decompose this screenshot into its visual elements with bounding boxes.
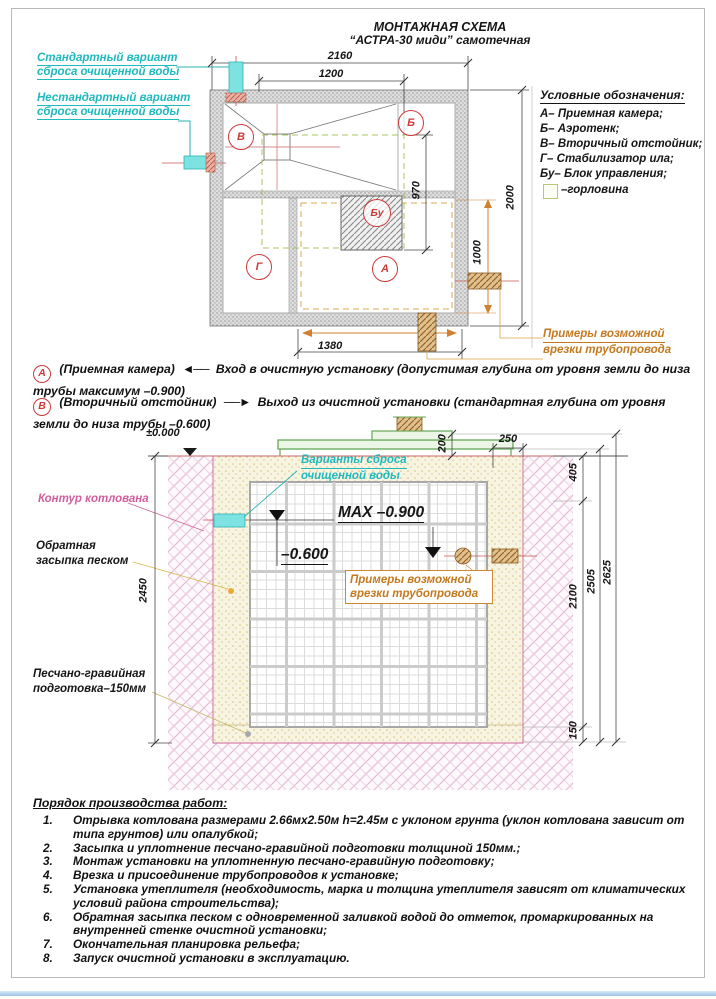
- inlet-pipe-section: [492, 549, 518, 563]
- outlet-pipe-section: [214, 514, 245, 527]
- dim-150: 150: [567, 721, 580, 740]
- zero-level-mark: [183, 448, 197, 456]
- soil-left: [168, 456, 213, 743]
- work-order-item: 5. Установка утеплителя (необходимость, марка и толщина утеплителя зависят от климатических условий района строительства);: [43, 881, 686, 910]
- chamber-marker-g: Г: [246, 254, 272, 280]
- note-marker-v: В: [33, 398, 51, 416]
- work-order-item: 2. Засыпка и уплотнение песчано-гравийной подготовки толщиной 150мм.;: [43, 840, 521, 855]
- chamber-marker-v: В: [228, 124, 254, 150]
- tapping-pipe-bottom: [418, 313, 436, 351]
- backfill-label: Обратная засыпка песком: [36, 540, 129, 567]
- plan-view: [162, 56, 543, 359]
- dim-405: 405: [567, 463, 580, 482]
- level-zero-label: ±0.000: [146, 427, 180, 439]
- dim-2450: 2450: [137, 578, 150, 603]
- standard-discharge-label-2: сброса очищенной воды: [37, 66, 179, 80]
- nonstandard-discharge-label: Нестандартный вариант: [37, 92, 190, 106]
- dim-970: 970: [410, 181, 423, 200]
- chamber-marker-b: Б: [398, 110, 424, 136]
- plan-tapping-label: Примеры возможной врезки трубопровода: [543, 328, 672, 356]
- work-order-item: 3. Монтаж установки на уплотненную песчано-гравийную подготовку;: [43, 854, 495, 869]
- dim-2625: 2625: [601, 560, 614, 585]
- legend-item-v: В– Вторичный отстойник;: [540, 138, 703, 150]
- dim-250: 250: [498, 433, 518, 445]
- work-order-item: 4. Врезка и присоединение трубопроводов к установке;: [43, 868, 399, 883]
- dim-2100: 2100: [567, 584, 580, 609]
- soil-right: [523, 456, 573, 743]
- note-marker-a: А: [33, 365, 51, 383]
- dim-1200: 1200: [318, 68, 344, 80]
- arrow-right-icon: ──►: [223, 395, 251, 409]
- work-order-item: 7. Окончательная планировка рельефа;: [43, 937, 301, 952]
- section-tapping-label: Примеры возможной врезки трубопровода: [345, 570, 493, 604]
- dim-2000: 2000: [504, 185, 517, 210]
- legend-item-b: Б– Аэротенк;: [540, 123, 620, 135]
- legend-item-a: А– Приемная камера;: [540, 108, 663, 120]
- drawing-subtitle: “АСТРА-30 миди” самотечная: [349, 33, 531, 47]
- internal-wall-vertical: [289, 198, 297, 313]
- note-inlet: А (Приемная камера) ◄── Вход в очистную установку (допустимая глубина от уровня земли до низа трубы максимум –0.900): [33, 362, 691, 398]
- note-outlet: В (Вторичный отстойник) ──► Выход из очистной установки (стандартная глубина от уровня земли до низа трубы –0.600): [33, 395, 666, 431]
- neck-legend-swatch: [543, 184, 558, 199]
- dim-200: 200: [436, 434, 449, 453]
- pit-contour-label: Контур котлована: [38, 493, 149, 505]
- gravel-base-label: Песчано-гравийная подготовка–150мм: [33, 668, 147, 695]
- dim-1000: 1000: [471, 240, 484, 265]
- inlet-pipe-end: [455, 548, 471, 564]
- outlet-depth-label: –0.600: [281, 546, 329, 563]
- legend-item-g: Г– Стабилизатор ила;: [540, 153, 674, 165]
- soil-bottom: [168, 743, 573, 790]
- work-order-item: 6. Обратная засыпка песком с одновременной заливкой водой до отметок, промаркированных на внутренней стенке очистной установки;: [43, 909, 654, 938]
- nonstandard-discharge-label-2: сброса очищенной воды: [37, 106, 179, 120]
- legend-item-bu: Бу– Блок управления;: [540, 168, 668, 180]
- legend-item-neck: –горловина: [561, 184, 629, 196]
- chamber-marker-bu: Бу: [363, 199, 391, 227]
- work-order-title: Порядок производства работ:: [33, 796, 228, 810]
- standard-discharge-label: Стандартный вариант: [37, 52, 177, 66]
- dim-2160: 2160: [327, 50, 353, 62]
- dim-2505: 2505: [585, 569, 598, 594]
- work-order-item: 8. Запуск очистной установки в эксплуатацию.: [43, 950, 350, 965]
- dim-1380: 1380: [317, 340, 343, 352]
- discharge-variants-label: Варианты сброса очищенной воды: [301, 454, 407, 482]
- work-order-item: 1. Отрывка котлована размерами 2.66мх2.50м h=2.45м с уклоном грунта (уклон котлована зависит от типа грунтов) или опалубкой;: [43, 813, 685, 841]
- drawing-title: МОНТАЖНАЯ СХЕМА: [373, 20, 507, 34]
- legend-title: Условные обозначения:: [540, 88, 685, 102]
- arrow-left-icon: ◄──: [182, 362, 209, 376]
- max-depth-label: MAX –0.900: [338, 504, 425, 521]
- chamber-marker-a: А: [372, 256, 398, 282]
- work-order: [33, 796, 705, 966]
